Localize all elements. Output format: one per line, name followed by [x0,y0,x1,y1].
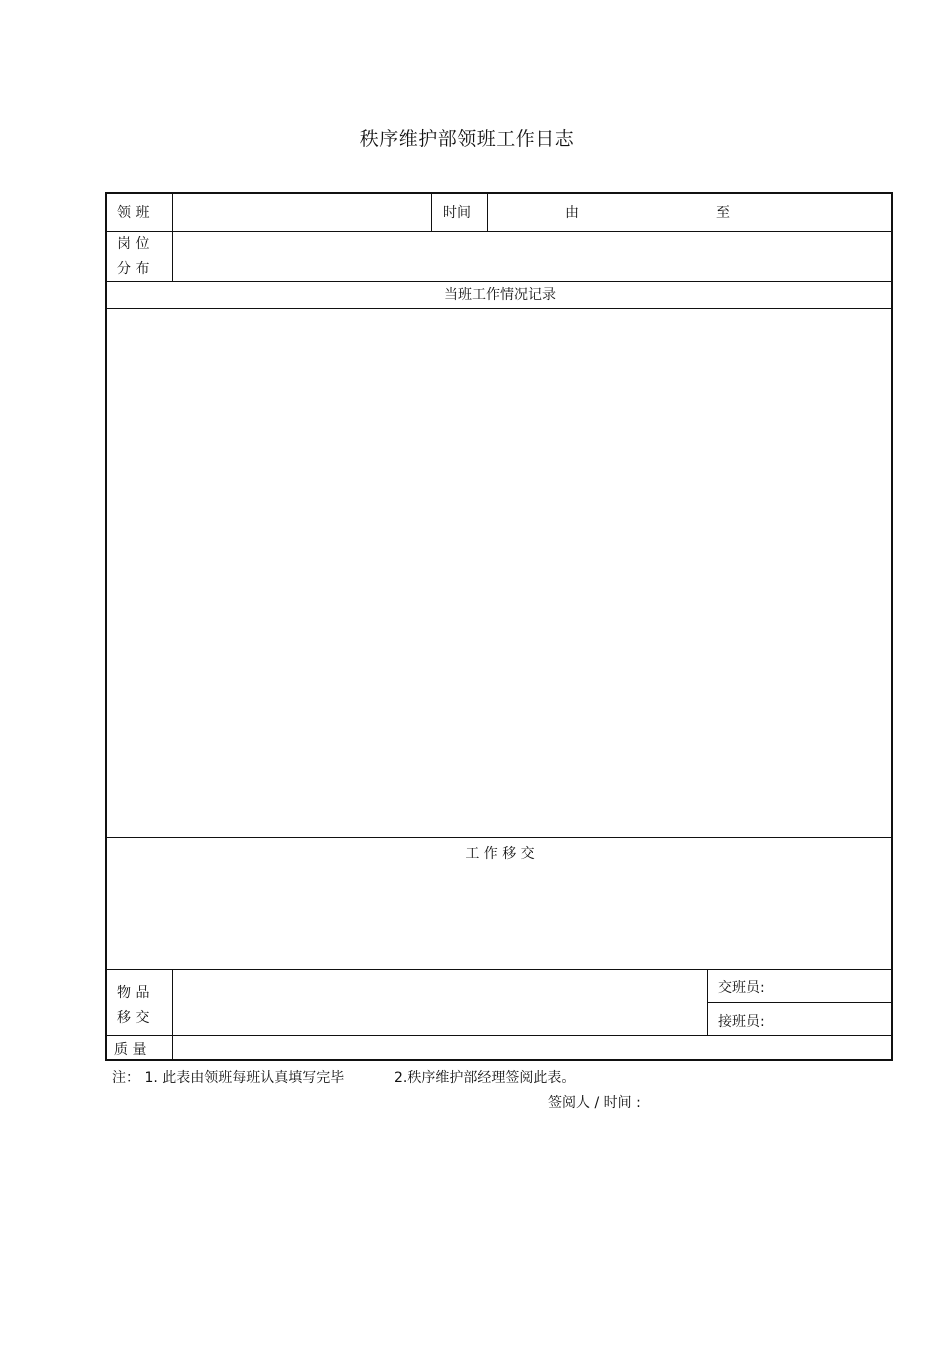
row-divider-1 [107,231,893,232]
row-divider-5 [107,969,893,970]
handover-header: 工 作 移 交 [465,846,535,862]
row-divider-4 [107,837,893,838]
form-note-2: 2.秩序维护部经理签阅此表。 [394,1070,576,1086]
page-title: 秩序维护部领班工作日志 [359,128,575,150]
time-label-left-divider [431,194,432,232]
shift-leader-label: 领 班 [117,205,150,221]
receiving-staff-label: 接班员: [718,1014,765,1030]
time-label-right-divider [487,194,488,232]
record-header: 当班工作情况记录 [444,287,556,303]
items-inner-divider [707,1002,893,1003]
row-divider-2 [107,281,893,282]
handing-staff-label: 交班员: [718,980,765,996]
signer-time-label: 签阅人 / 时间 : [548,1095,641,1111]
post-label-line-2: 分 布 [117,261,150,277]
items-label-line-1: 物 品 [117,985,150,1001]
time-label: 时间 [443,205,471,221]
work-log-form [105,192,893,1061]
post-distribution-field[interactable] [173,233,893,280]
quality-label: 质 量 [114,1042,147,1058]
form-note: 注： 1. 此表由领班每班认真填写完毕 [112,1070,345,1086]
from-label: 由 [565,205,579,221]
items-label-line-2: 移 交 [117,1010,150,1026]
row-divider-3 [107,308,893,309]
post-label-line-1: 岗 位 [117,236,150,252]
work-record-area[interactable] [107,310,893,836]
handover-area[interactable] [107,866,893,968]
staff-column-divider [707,969,708,1036]
to-label: 至 [716,205,730,221]
row-divider-6 [107,1035,893,1036]
items-handover-field[interactable] [173,971,706,1034]
quality-field[interactable] [173,1037,893,1059]
shift-leader-field[interactable] [173,196,429,229]
